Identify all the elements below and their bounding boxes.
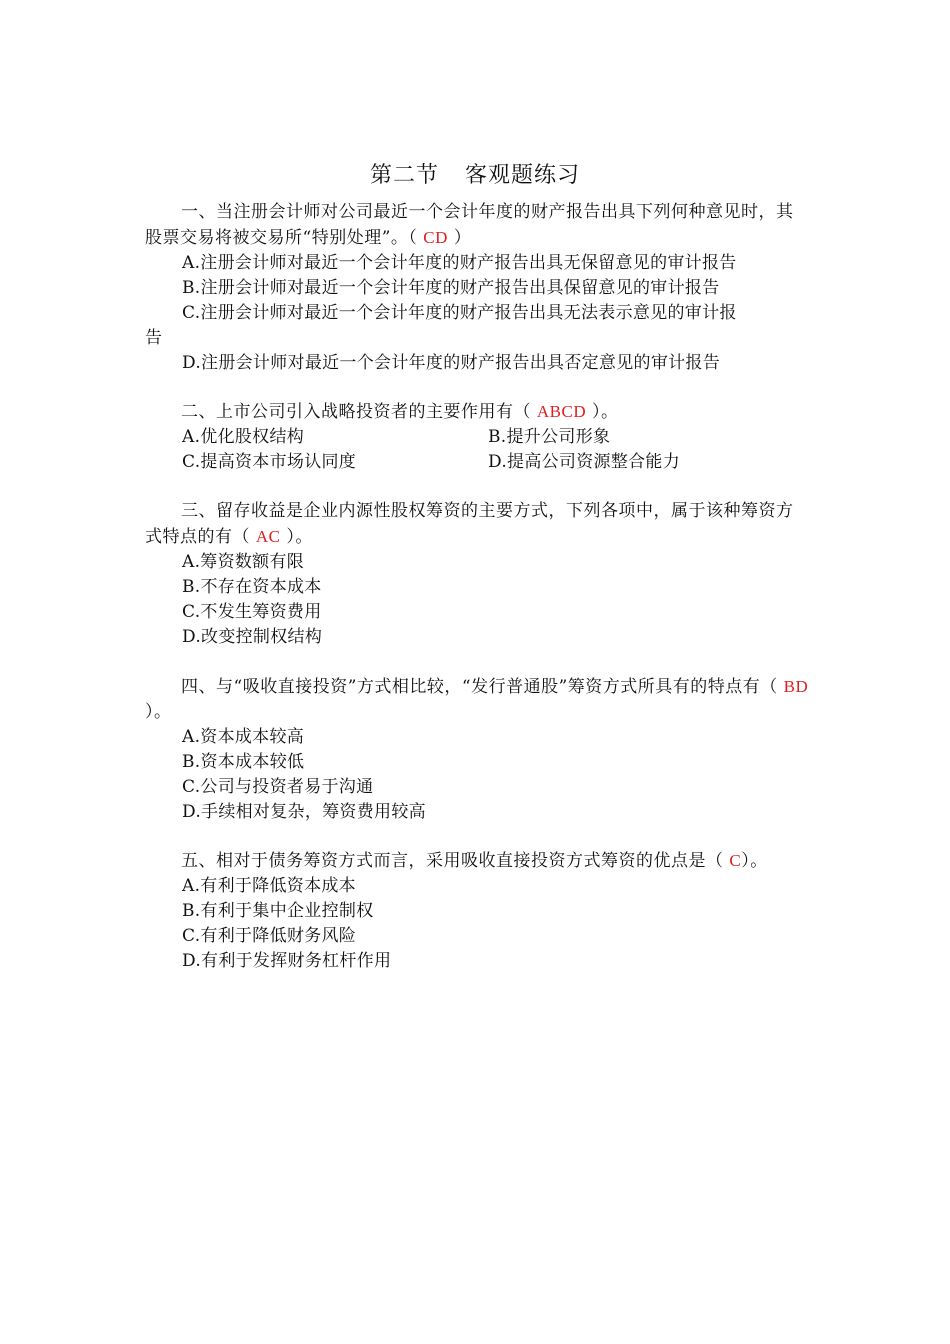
question-1-option-a: A.注册会计师对最近一个会计年度的财产报告出具无保留意见的审计报告 [182, 253, 737, 273]
question-3 [145, 499, 810, 650]
question-1-option-c-continued: 告 [145, 328, 162, 348]
question-4-answer: BD [783, 677, 809, 696]
question-4-option-c: C.公司与投资者易于沟通 [182, 777, 374, 797]
section-name: 客观题练习 [465, 163, 581, 188]
question-5-option-c: C.有利于降低财务风险 [182, 926, 357, 946]
question-4-option-d: D.手续相对复杂，筹资费用较高 [182, 802, 426, 822]
question-5-option-d: D.有利于发挥财务杠杆作用 [182, 951, 392, 971]
section-title [0, 160, 950, 192]
question-1-stem: 一、当注册会计师对公司最近一个会计年度的财产报告出具下列何种意见时，其股票交易将被交易所“特别处理”。（ CD ） [145, 202, 794, 248]
question-4-stem: 四、与“吸收直接投资”方式相比较，“发行普通股”筹资方式所具有的特点有（ BD ）。 [145, 677, 809, 722]
question-5-stem: 五、相对于债务筹资方式而言，采用吸收直接投资方式筹资的优点是（ C）。 [181, 851, 768, 871]
question-5 [145, 848, 810, 974]
question-2-option-d: D.提高公司资源整合能力 [488, 452, 681, 472]
question-3-answer: AC [255, 527, 281, 546]
question-1-option-b: B.注册会计师对最近一个会计年度的财产报告出具保留意见的审计报告 [182, 278, 720, 298]
question-3-stem: 三、留存收益是企业内源性股权筹资的主要方式，下列各项中，属于该种筹资方式特点的有（ AC ）。 [145, 501, 794, 547]
question-3-option-d: D.改变控制权结构 [182, 627, 323, 647]
question-1-answer: CD [423, 228, 448, 247]
question-5-option-a: A.有利于降低资本成本 [182, 876, 356, 896]
question-3-option-c: C.不发生筹资费用 [182, 602, 322, 622]
question-2-option-a: A.优化股权结构 [182, 427, 305, 447]
question-2-options [182, 425, 810, 475]
question-5-option-b: B.有利于集中企业控制权 [182, 901, 374, 921]
question-2-stem: 二、上市公司引入战略投资者的主要作用有（ ABCD ）。 [181, 402, 619, 422]
question-1 [145, 200, 810, 376]
section-number: 第二节 [369, 163, 439, 188]
question-1-option-d: D.注册会计师对最近一个会计年度的财产报告出具否定意见的审计报告 [182, 353, 721, 373]
question-3-option-a: A.筹资数额有限 [182, 552, 305, 572]
question-2-answer: ABCD [536, 402, 587, 421]
question-2-option-b: B.提升公司形象 [488, 427, 611, 447]
question-2 [145, 399, 810, 475]
question-3-option-b: B.不存在资本成本 [182, 577, 322, 597]
question-4-option-a: A.资本成本较高 [182, 727, 305, 747]
question-2-option-c: C.提高资本市场认同度 [182, 452, 357, 472]
question-5-answer: C [729, 851, 742, 870]
question-4 [145, 674, 810, 825]
question-1-option-c: C.注册会计师对最近一个会计年度的财产报告出具无法表示意见的审计报 [182, 303, 737, 323]
question-4-option-b: B.资本成本较低 [182, 752, 305, 772]
